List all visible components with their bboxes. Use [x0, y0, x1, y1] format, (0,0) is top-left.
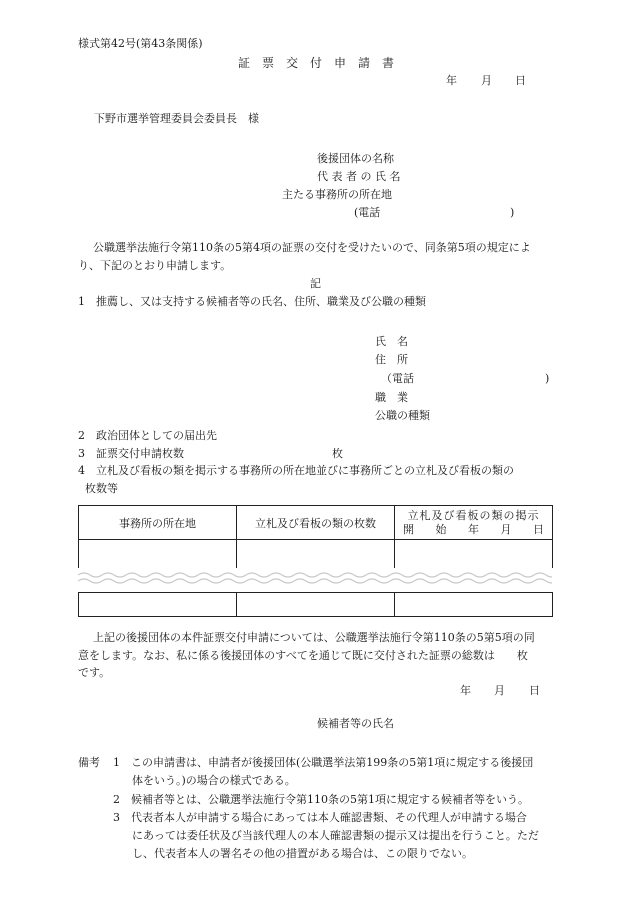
candidate-address-label: 住 所: [375, 353, 408, 366]
candidate-phone-close: ): [545, 372, 550, 385]
item-2: 2 政治団体としての届出先: [78, 429, 217, 442]
year-label: 年: [446, 74, 457, 87]
month-label: 月: [481, 74, 492, 87]
candidate-phone-open: （電話: [381, 372, 414, 385]
consent-line-2: 意をします。なお、私に係る後援団体のすべてを通じて既に交付された証票の総数は 枚: [78, 649, 528, 662]
office-table: [78, 505, 553, 568]
year-label-2: 年: [460, 684, 471, 697]
intro-line-1: 公職選挙法施行令第110条の5第4項の証票の交付を受けたいので、同条第5項の規定によ: [93, 241, 531, 254]
office-address-label: 主たる事務所の所在地: [282, 188, 392, 201]
cell-sign-count[interactable]: [237, 540, 395, 568]
table-break-wave: [78, 567, 552, 589]
item-4-line-1: 4 立札及び看板の類を掲示する事務所の所在地並びに事務所ごとの立札及び看板の類の: [78, 464, 514, 477]
title-text: 証票交付申請書: [238, 56, 407, 70]
day-label-2: 日: [529, 684, 540, 697]
candidate-name-label: 氏 名: [375, 335, 408, 348]
item-3: 3 証票交付申請枚数: [78, 447, 184, 460]
item-1: 1 推薦し、又は支持する候補者等の氏名、住所、職業及び公職の種類: [78, 295, 426, 308]
header-sign-count: 立札及び看板の類の枚数: [237, 506, 395, 540]
note-3-line-1: 3 代表者本人が申請する場合にあっては本人確認書類、その代理人が申請する場合: [113, 811, 527, 824]
table-row: [79, 540, 553, 568]
notes-label: 備考: [78, 756, 100, 769]
org-name-label: 後援団体の名称: [317, 152, 394, 165]
addressee: 下野市選挙管理委員会委員長 様: [94, 112, 259, 125]
candidate-name-sign-label: 候補者等の氏名: [317, 717, 394, 730]
cell-sign-count[interactable]: [237, 593, 395, 617]
candidate-office-type-label: 公職の種類: [375, 409, 430, 422]
document-title: [238, 56, 406, 70]
consent-line-1: 上記の後援団体の本件証票交付申請については、公職選挙法施行令第110条の5第5項の同: [93, 631, 535, 644]
day-label: 日: [515, 74, 526, 87]
consent-line-3: です。: [78, 666, 111, 679]
table-row: [79, 593, 553, 617]
item-4-line-2: 枚数等: [85, 482, 118, 495]
header-display-start: [395, 506, 553, 540]
header-office-address: 事務所の所在地: [79, 506, 237, 540]
office-table-continued: [78, 592, 553, 617]
intro-line-2: り、下記のとおり申請します。: [78, 259, 232, 272]
note-2: 2 候補者等とは、公職選挙法施行令第110条の5第1項に規定する候補者等をいう。: [113, 793, 529, 806]
cell-display-start[interactable]: [395, 540, 553, 568]
table-header-row: [79, 506, 553, 540]
item-3-unit: 枚: [332, 447, 343, 460]
candidate-occupation-label: 職 業: [375, 391, 408, 404]
cell-display-start[interactable]: [395, 593, 553, 617]
phone-close: ): [510, 206, 515, 219]
note-3-line-2: にあっては委任状及び当該代理人の本人確認書類の提示又は提出を行うこと。ただ: [132, 829, 539, 842]
rep-name-label: 代 表 者 の 氏 名: [317, 170, 401, 183]
form-number: 様式第42号(第43条関係): [78, 37, 203, 50]
header-display-start-line1: 立札及び看板の類の掲示: [407, 508, 540, 522]
month-label-2: 月: [494, 684, 505, 697]
note-1-line-2: 体をいう。)の場合の様式である。: [132, 774, 296, 787]
header-display-start-line2: 開 始 年 月 日: [403, 522, 544, 536]
note-3-line-3: し、代表者本人の署名その他の措置がある場合は、この限りでない。: [132, 847, 473, 860]
note-1-line-1: 1 この申請書は、申請者が後援団体(公職選挙法第199条の5第1項に規定する後援団: [113, 756, 534, 769]
cell-office-address[interactable]: [79, 540, 237, 568]
ki-label: 記: [310, 277, 321, 290]
phone-open: (電話: [354, 206, 381, 219]
cell-office-address[interactable]: [79, 593, 237, 617]
